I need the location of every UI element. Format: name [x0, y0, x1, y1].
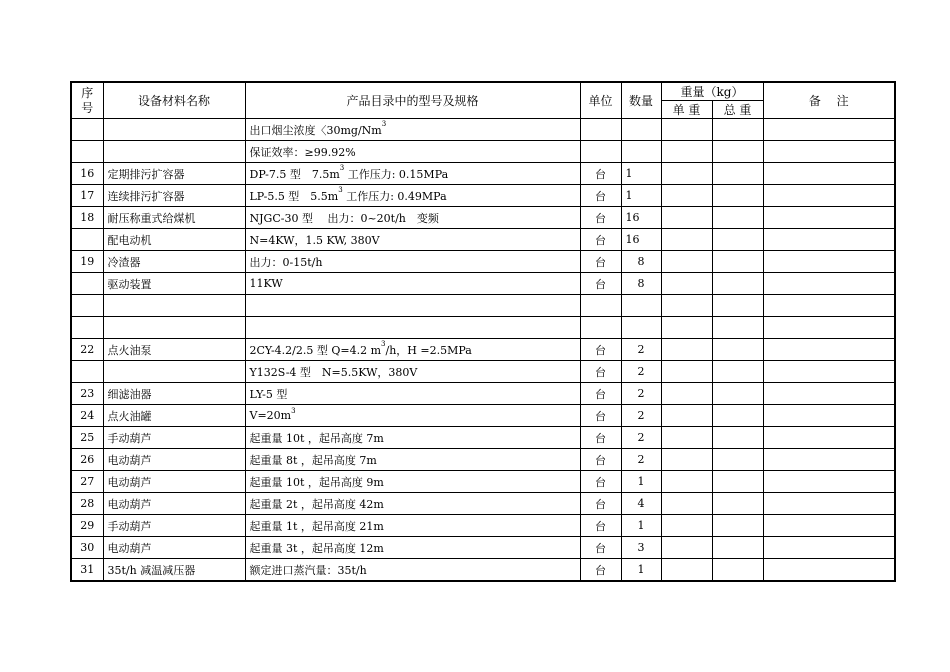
table-row — [71, 273, 895, 295]
cell-spec — [245, 471, 580, 493]
cell-name: 驱动装置 — [103, 273, 245, 295]
spec-text: N=4KW，1.5 KW, 380V — [249, 233, 380, 247]
cell-name: 电动葫芦 — [103, 493, 245, 515]
table-row — [71, 383, 895, 405]
cell-unit-weight — [661, 119, 712, 141]
cell-unit: 台 — [580, 559, 621, 582]
cell-total-weight — [712, 471, 763, 493]
spec-text: 起重量 8t ，起吊高度 7m — [249, 453, 377, 467]
cell-total-weight — [712, 207, 763, 229]
spec-text: 11KW — [249, 277, 283, 290]
cell-spec — [245, 185, 580, 207]
spec-text: 2CY-4.2/2.5 型 Q=4.2 m — [249, 343, 382, 357]
cell-qty: 2 — [621, 405, 661, 427]
cell-unit-weight — [661, 185, 712, 207]
spec-tail: 工作压力: 0.15MPa — [344, 167, 449, 181]
cell-qty — [621, 317, 661, 339]
cell-qty: 8 — [621, 251, 661, 273]
cell-remark — [763, 361, 895, 383]
cell-unit-weight — [661, 537, 712, 559]
cell-total-weight — [712, 559, 763, 582]
cell-spec — [245, 317, 580, 339]
cell-unit: 台 — [580, 339, 621, 361]
cell-name: 电动葫芦 — [103, 537, 245, 559]
cell-name: 细滤油器 — [103, 383, 245, 405]
cell-spec — [245, 251, 580, 273]
spec-text: 出力：0-15t/h — [249, 255, 323, 269]
cell-remark — [763, 493, 895, 515]
table-row — [71, 207, 895, 229]
cell-total-weight — [712, 251, 763, 273]
cell-remark — [763, 295, 895, 317]
cell-unit: 台 — [580, 163, 621, 185]
cell-unit — [580, 295, 621, 317]
cell-spec — [245, 295, 580, 317]
cell-unit-weight — [661, 229, 712, 251]
cell-name: 连续排污扩容器 — [103, 185, 245, 207]
cell-seq: 28 — [71, 493, 103, 515]
cell-seq: 27 — [71, 471, 103, 493]
cell-qty: 8 — [621, 273, 661, 295]
cell-remark — [763, 119, 895, 141]
spec-text: 起重量 1t ，起吊高度 21m — [249, 519, 384, 533]
spec-superscript: 3 — [381, 119, 387, 128]
cell-unit: 台 — [580, 273, 621, 295]
cell-unit-weight — [661, 493, 712, 515]
cell-total-weight — [712, 493, 763, 515]
cell-remark — [763, 185, 895, 207]
cell-name: 配电动机 — [103, 229, 245, 251]
cell-spec — [245, 141, 580, 163]
cell-unit-weight — [661, 405, 712, 427]
cell-spec — [245, 537, 580, 559]
cell-total-weight — [712, 515, 763, 537]
cell-name: 电动葫芦 — [103, 449, 245, 471]
cell-name — [103, 317, 245, 339]
cell-qty: 2 — [621, 361, 661, 383]
cell-qty: 2 — [621, 383, 661, 405]
cell-seq — [71, 273, 103, 295]
cell-total-weight — [712, 185, 763, 207]
spec-text: 起重量 2t ，起吊高度 42m — [249, 497, 384, 511]
table-row — [71, 229, 895, 251]
spec-text: DP-7.5 型 7.5m — [249, 167, 340, 181]
cell-spec — [245, 383, 580, 405]
equipment-table — [70, 81, 896, 582]
cell-unit: 台 — [580, 207, 621, 229]
cell-unit-weight — [661, 141, 712, 163]
cell-seq: 29 — [71, 515, 103, 537]
table-row — [71, 427, 895, 449]
cell-seq: 22 — [71, 339, 103, 361]
cell-remark — [763, 251, 895, 273]
cell-unit: 台 — [580, 493, 621, 515]
spec-superscript: 3 — [338, 185, 343, 194]
spec-tail: 工作压力: 0.49MPa — [342, 189, 447, 203]
cell-spec — [245, 119, 580, 141]
table-body — [71, 119, 895, 582]
cell-spec — [245, 449, 580, 471]
cell-total-weight — [712, 537, 763, 559]
spec-text: 保证效率：≥99.92% — [249, 145, 356, 159]
table-row — [71, 449, 895, 471]
cell-qty: 1 — [621, 559, 661, 582]
cell-unit — [580, 317, 621, 339]
cell-spec — [245, 207, 580, 229]
spec-text: V=20m — [249, 409, 292, 422]
header-seq: 序 号 — [71, 82, 103, 119]
cell-unit-weight — [661, 449, 712, 471]
cell-qty — [621, 119, 661, 141]
cell-spec — [245, 515, 580, 537]
cell-name — [103, 119, 245, 141]
table-header — [71, 82, 895, 119]
cell-name: 定期排污扩容器 — [103, 163, 245, 185]
cell-seq: 30 — [71, 537, 103, 559]
table-row — [71, 339, 895, 361]
cell-remark — [763, 229, 895, 251]
spec-tail: /h，H =2.5MPa — [385, 343, 472, 357]
cell-spec — [245, 273, 580, 295]
spec-superscript: 3 — [339, 163, 345, 172]
cell-remark — [763, 163, 895, 185]
cell-seq: 23 — [71, 383, 103, 405]
cell-seq — [71, 361, 103, 383]
cell-remark — [763, 317, 895, 339]
cell-remark — [763, 405, 895, 427]
cell-seq: 18 — [71, 207, 103, 229]
cell-name: 手动葫芦 — [103, 427, 245, 449]
cell-spec — [245, 361, 580, 383]
cell-unit-weight — [661, 559, 712, 582]
cell-seq — [71, 317, 103, 339]
table-row — [71, 515, 895, 537]
cell-unit: 台 — [580, 515, 621, 537]
cell-qty: 2 — [621, 339, 661, 361]
cell-total-weight — [712, 295, 763, 317]
header-unit-weight: 单 重 — [661, 101, 712, 119]
spec-text: NJGC-30 型 出力：0~20t/h 变频 — [249, 211, 439, 225]
cell-remark — [763, 383, 895, 405]
cell-unit-weight — [661, 427, 712, 449]
cell-unit — [580, 119, 621, 141]
cell-unit-weight — [661, 273, 712, 295]
cell-remark — [763, 427, 895, 449]
cell-total-weight — [712, 273, 763, 295]
cell-seq — [71, 141, 103, 163]
cell-total-weight — [712, 163, 763, 185]
table-row — [71, 163, 895, 185]
cell-unit-weight — [661, 251, 712, 273]
cell-unit-weight — [661, 339, 712, 361]
header-spec: 产品目录中的型号及规格 — [245, 82, 580, 119]
cell-qty: 2 — [621, 427, 661, 449]
cell-qty — [621, 295, 661, 317]
cell-total-weight — [712, 339, 763, 361]
cell-spec — [245, 339, 580, 361]
cell-qty: 16 — [621, 229, 661, 251]
cell-name: 冷渣器 — [103, 251, 245, 273]
cell-total-weight — [712, 317, 763, 339]
cell-seq: 19 — [71, 251, 103, 273]
table-row — [71, 119, 895, 141]
cell-name: 35t/h 减温减压器 — [103, 559, 245, 582]
cell-name: 手动葫芦 — [103, 515, 245, 537]
cell-unit-weight — [661, 163, 712, 185]
cell-name: 点火油泵 — [103, 339, 245, 361]
cell-remark — [763, 141, 895, 163]
cell-qty: 1 — [621, 185, 661, 207]
cell-seq: 17 — [71, 185, 103, 207]
spec-text: 起重量 10t ，起吊高度 9m — [249, 475, 384, 489]
cell-name: 点火油罐 — [103, 405, 245, 427]
spec-text: 出口烟尘浓度〈30mg/Nm — [249, 123, 382, 137]
cell-spec — [245, 163, 580, 185]
cell-seq — [71, 229, 103, 251]
cell-name — [103, 295, 245, 317]
cell-remark — [763, 339, 895, 361]
cell-unit — [580, 141, 621, 163]
cell-remark — [763, 515, 895, 537]
header-qty: 数量 — [621, 82, 661, 119]
header-total-weight: 总 重 — [712, 101, 763, 119]
cell-qty: 16 — [621, 207, 661, 229]
header-name: 设备材料名称 — [103, 82, 245, 119]
header-weight: 重量（kg） — [661, 82, 763, 101]
table-row — [71, 361, 895, 383]
cell-unit: 台 — [580, 537, 621, 559]
cell-seq: 16 — [71, 163, 103, 185]
cell-total-weight — [712, 405, 763, 427]
cell-spec — [245, 405, 580, 427]
cell-seq: 24 — [71, 405, 103, 427]
cell-spec — [245, 493, 580, 515]
spec-superscript: 3 — [291, 407, 296, 415]
table-row — [71, 251, 895, 273]
cell-qty: 2 — [621, 449, 661, 471]
spec-text: LP-5.5 型 5.5m — [249, 189, 339, 203]
cell-name: 电动葫芦 — [103, 471, 245, 493]
cell-unit-weight — [661, 471, 712, 493]
cell-unit: 台 — [580, 383, 621, 405]
table-row — [71, 317, 895, 339]
cell-unit-weight — [661, 207, 712, 229]
table-row — [71, 185, 895, 207]
cell-spec — [245, 229, 580, 251]
cell-unit: 台 — [580, 449, 621, 471]
cell-remark — [763, 207, 895, 229]
cell-seq: 26 — [71, 449, 103, 471]
cell-unit-weight — [661, 317, 712, 339]
cell-total-weight — [712, 119, 763, 141]
cell-total-weight — [712, 427, 763, 449]
table-row — [71, 405, 895, 427]
cell-seq — [71, 119, 103, 141]
cell-unit-weight — [661, 295, 712, 317]
cell-unit: 台 — [580, 471, 621, 493]
cell-remark — [763, 273, 895, 295]
cell-total-weight — [712, 141, 763, 163]
cell-unit: 台 — [580, 361, 621, 383]
cell-name — [103, 361, 245, 383]
table-row — [71, 141, 895, 163]
spec-text: 额定进口蒸汽量：35t/h — [249, 563, 367, 577]
cell-qty: 3 — [621, 537, 661, 559]
cell-remark — [763, 449, 895, 471]
cell-seq — [71, 295, 103, 317]
cell-qty — [621, 141, 661, 163]
cell-remark — [763, 559, 895, 582]
cell-qty: 4 — [621, 493, 661, 515]
cell-remark — [763, 537, 895, 559]
cell-spec — [245, 559, 580, 582]
cell-unit: 台 — [580, 251, 621, 273]
cell-seq: 31 — [71, 559, 103, 582]
table-row — [71, 559, 895, 582]
header-unit: 单位 — [580, 82, 621, 119]
spec-superscript: 3 — [381, 339, 386, 348]
table-row — [71, 493, 895, 515]
table-row — [71, 295, 895, 317]
cell-unit: 台 — [580, 405, 621, 427]
spec-text: Y132S-4 型 N=5.5KW，380V — [249, 365, 418, 379]
spec-text: 起重量 10t ，起吊高度 7m — [249, 431, 384, 445]
cell-name — [103, 141, 245, 163]
cell-total-weight — [712, 449, 763, 471]
cell-total-weight — [712, 229, 763, 251]
cell-unit: 台 — [580, 185, 621, 207]
cell-unit: 台 — [580, 427, 621, 449]
cell-unit-weight — [661, 515, 712, 537]
cell-qty: 1 — [621, 163, 661, 185]
spec-text: 起重量 3t ，起吊高度 12m — [249, 541, 384, 555]
cell-name: 耐压称重式给煤机 — [103, 207, 245, 229]
table-row — [71, 471, 895, 493]
cell-unit-weight — [661, 361, 712, 383]
cell-unit: 台 — [580, 229, 621, 251]
cell-qty: 1 — [621, 471, 661, 493]
cell-unit-weight — [661, 383, 712, 405]
cell-total-weight — [712, 383, 763, 405]
cell-seq: 25 — [71, 427, 103, 449]
cell-spec — [245, 427, 580, 449]
cell-qty: 1 — [621, 515, 661, 537]
spec-text: LY-5 型 — [249, 387, 288, 401]
cell-total-weight — [712, 361, 763, 383]
cell-remark — [763, 471, 895, 493]
table-row — [71, 537, 895, 559]
header-remark: 备 注 — [763, 82, 895, 119]
